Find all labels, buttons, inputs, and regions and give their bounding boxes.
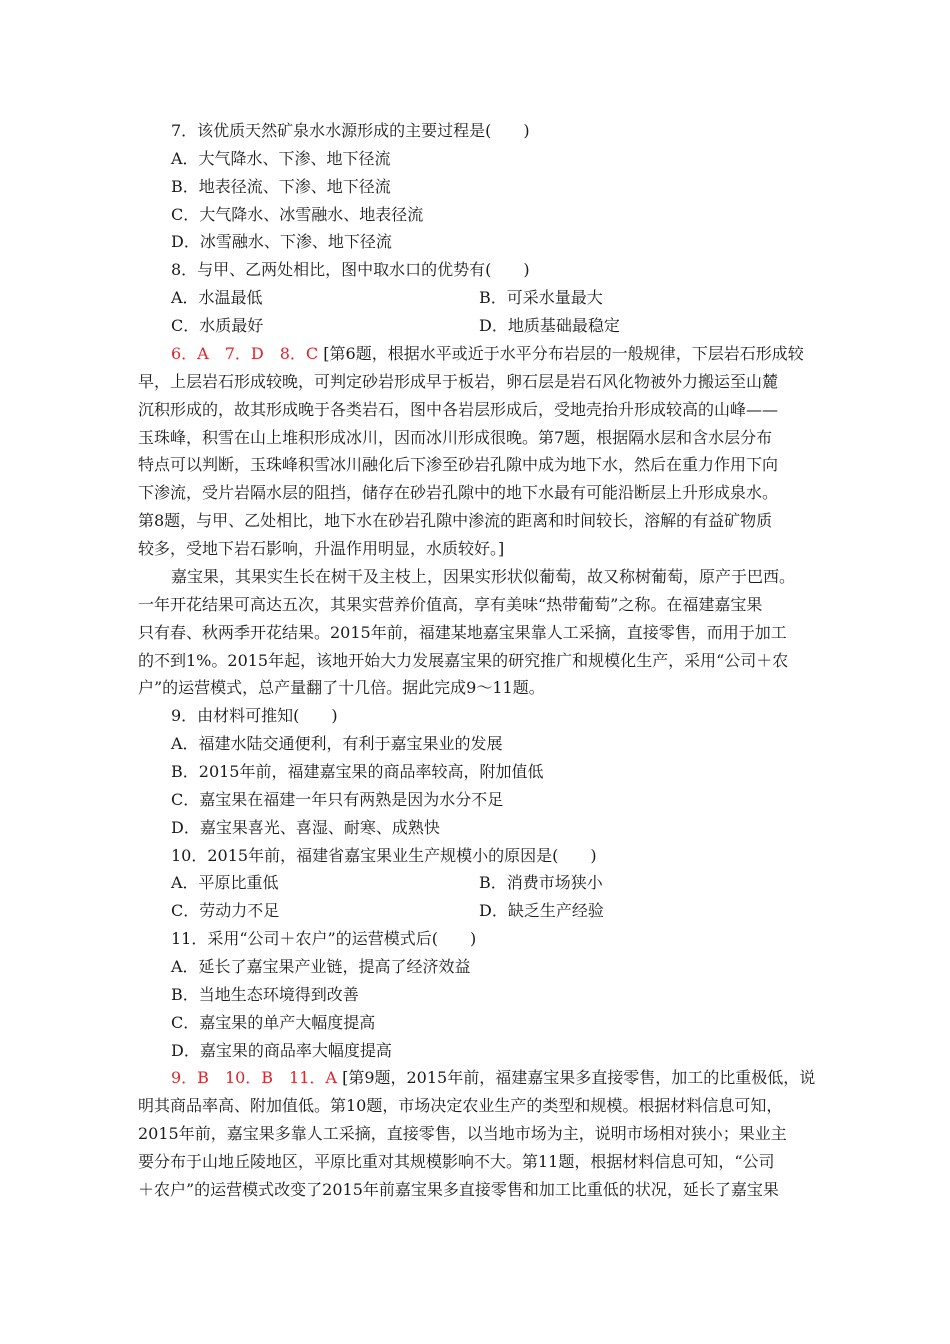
explanation-line: 明其商品率高、附加值低。第10题，市场决定农业生产的类型和规模。根据材料信息可知， [138, 1096, 783, 1115]
explanation-line: 要分布于山地丘陵地区，平原比重对其规模影响不大。第11题，根据材料信息可知，“公司 [138, 1152, 775, 1171]
question-9-option-c: C．嘉宝果在福建一年只有两熟是因为水分不足 [171, 790, 504, 809]
answer-9-11-line-1 [171, 1068, 815, 1088]
question-7-option-a: A．大气降水、下渗、地下径流 [171, 149, 391, 168]
question-8-stem: 8．与甲、乙两处相比，图中取水口的优势有( ) [171, 260, 530, 279]
question-8-option-b: B．可采水量最大 [479, 288, 603, 307]
question-8-option-c: C．水质最好 [171, 316, 264, 335]
question-11-option-c: C．嘉宝果的单产大幅度提高 [171, 1013, 376, 1032]
question-10-option-a: A．平原比重低 [171, 873, 279, 892]
material-line: 嘉宝果，其果实生长在树干及主枝上，因果实形状似葡萄，故又称树葡萄，原产于巴西。 [171, 567, 796, 586]
explanation-line: 特点可以判断，玉珠峰积雪冰川融化后下渗至砂岩孔隙中成为地下水，然后在重力作用下向 [138, 455, 779, 474]
question-11-stem: 11．采用“公司＋农户”的运营模式后( ) [171, 929, 477, 948]
question-9-option-a: A．福建水陆交通便利，有利于嘉宝果业的发展 [171, 734, 503, 753]
question-9-option-b: B．2015年前，福建嘉宝果的商品率较高，附加值低 [171, 762, 544, 781]
explanation-line: 下渗流，受片岩隔水层的阻挡，储存在砂岩孔隙中的地下水最有可能沿断层上升形成泉水。 [138, 483, 779, 502]
question-9-option-d: D．嘉宝果喜光、喜湿、耐寒、成熟快 [171, 818, 440, 837]
question-11-option-d: D．嘉宝果的商品率大幅度提高 [171, 1041, 392, 1060]
explanation-text: [第9题，2015年前，福建嘉宝果多直接零售，加工的比重极低，说 [342, 1068, 816, 1087]
explanation-text: [第6题，根据水平或近于水平分布岩层的一般规律，下层岩石形成较 [323, 344, 804, 363]
material-line: 户”的运营模式，总产量翻了十几倍。据此完成9～11题。 [138, 678, 545, 697]
question-10-option-d: D．缺乏生产经验 [479, 901, 604, 920]
explanation-line: 玉珠峰，积雪在山上堆积形成冰川，因而冰川形成很晚。第7题，根据隔水层和含水层分布 [138, 428, 773, 447]
explanation-line: 第8题，与甲、乙处相比，地下水在砂岩孔隙中渗流的距离和时间较长，溶解的有益矿物质 [138, 511, 773, 530]
question-7-option-c: C．大气降水、冰雪融水、地表径流 [171, 205, 424, 224]
answer-key-6-8: 6．A 7．D 8．C [171, 344, 319, 363]
question-8-option-d: D．地质基础最稳定 [479, 316, 620, 335]
material-line: 只有春、秋两季开花结果。2015年前，福建某地嘉宝果靠人工采摘，直接零售，而用于加工 [138, 623, 787, 642]
explanation-line: 2015年前，嘉宝果多靠人工采摘，直接零售，以当地市场为主，说明市场相对狭小；果业主 [138, 1124, 787, 1143]
explanation-line: 较多，受地下岩石影响，升温作用明显，水质较好。] [138, 539, 505, 558]
question-7-stem: 7．该优质天然矿泉水水源形成的主要过程是( ) [171, 121, 530, 140]
question-10-option-b: B．消费市场狭小 [479, 873, 603, 892]
question-7-option-d: D．冰雪融水、下渗、地下径流 [171, 232, 392, 251]
explanation-line: 沉积形成的，故其形成晚于各类岩石，图中各岩层形成后，受地壳抬升形成较高的山峰—— [138, 400, 779, 419]
material-line: 一年开花结果可高达五次，其果实营养价值高，享有美味“热带葡萄”之称。在福建嘉宝果 [138, 595, 763, 614]
question-8-option-a: A．水温最低 [171, 288, 263, 307]
explanation-line: ＋农户”的运营模式改变了2015年前嘉宝果多直接零售和加工比重低的状况，延长了嘉宝果 [138, 1180, 779, 1199]
answer-6-8-line-1 [171, 344, 804, 364]
question-11-option-a: A．延长了嘉宝果产业链，提高了经济效益 [171, 957, 471, 976]
question-11-option-b: B．当地生态环境得到改善 [171, 985, 359, 1004]
question-10-stem: 10．2015年前，福建省嘉宝果业生产规模小的原因是( ) [171, 846, 597, 865]
material-line: 的不到1%。2015年起，该地开始大力发展嘉宝果的研究推广和规模化生产，采用“公司＋农 [138, 651, 789, 670]
question-10-option-c: C．劳动力不足 [171, 901, 280, 920]
question-9-stem: 9．由材料可推知( ) [171, 706, 338, 725]
answer-key-9-11: 9．B 10．B 11．A [171, 1068, 337, 1087]
question-7-option-b: B．地表径流、下渗、地下径流 [171, 177, 391, 196]
explanation-line: 早，上层岩石形成较晚，可判定砂岩形成早于板岩，卵石层是岩石风化物被外力搬运至山麓 [138, 372, 779, 391]
